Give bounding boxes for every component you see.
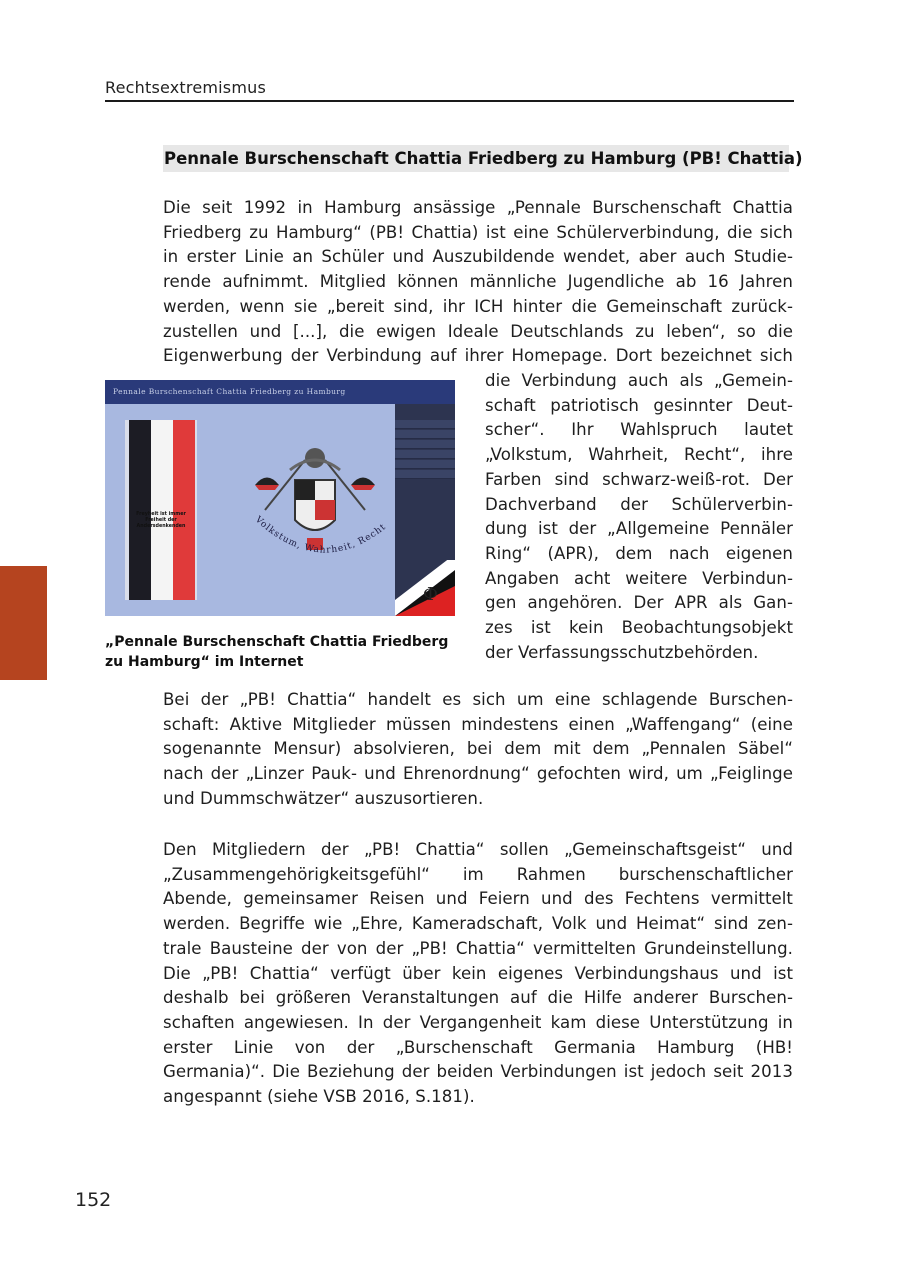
paragraph-line: zes ist kein Beobachtungsobjekt [485,618,793,638]
caption-line: „Pennale Burschenschaft Chattia Friedberg [105,634,449,650]
paragraph-line: sogenannte Mensur) absolvieren, bei dem mit dem „Pennalen Säbel“ [163,739,793,759]
paragraph-1-continued [485,369,793,665]
motto-text: Volkstum, Wahrheit, Recht [253,514,389,556]
menu-item [395,430,455,439]
paragraph-line: der Verfassungsschutzbehörden. [485,642,759,662]
banner-stripe-white [151,420,173,600]
paragraph-line: Germania)“. Die Beziehung der beiden Verbindungen ist jedoch seit 2013 [163,1062,793,1082]
paragraph-line: deshalb bei größeren Veranstaltungen auf die Hilfe anderer Burschen- [163,988,793,1008]
section-title: Pennale Burschenschaft Chattia Friedberg zu Hamburg (PB! Chattia) [163,145,789,172]
svg-text:Ф: Ф [423,584,438,605]
menu-item [395,440,455,449]
paragraph-line: erster Linie von der „Burschenschaft Germania Hamburg (HB! [163,1037,793,1057]
paragraph-line: Friedberg zu Hamburg“ (PB! Chattia) ist eine Schülerverbindung, die sich [163,222,793,242]
paragraph-line: und Dummschwätzer“ auszusortieren. [163,788,484,808]
paragraph-line: dung ist der „Allgemeine Pennäler [485,519,793,539]
menu-item [395,420,455,429]
paragraph-2 [163,688,793,812]
paragraph-line: Bei der „PB! Chattia“ handelt es sich um eine schlagende Burschen- [163,690,793,709]
paragraph-line: Die „PB! Chattia“ verfügt über kein eigenes Verbindungshaus und ist [163,963,793,983]
paragraph-line: Angaben acht weitere Verbindun- [485,568,793,588]
black-white-red-banner [125,420,197,600]
paragraph-line: Ring“ (APR), dem nach eigenen [485,543,793,563]
svg-text:Volkstum, Wahrheit, Recht [252,514,388,555]
paragraph-line: schaften angewiesen. In der Vergangenheit kam diese Unterstützung in [163,1012,793,1032]
paragraph-line: werden, wenn sie „bereit sind, ihr ICH hinter die Gemeinschaft zurück- [163,296,793,316]
paragraph-3 [163,838,793,1110]
paragraph-line: Den Mitgliedern der „PB! Chattia“ sollen „Gemeinschaftsgeist“ und [163,840,793,859]
caption-line: zu Hamburg“ im Internet [105,654,304,670]
paragraph-line: Farben sind schwarz-weiß-rot. Der [485,469,793,489]
paragraph-line: scher“. Ihr Wahlspruch lautet [485,420,793,440]
figure-caption [105,632,465,672]
paragraph-line: schaft: Aktive Mitglieder müssen mindestens einen „Waffengang“ (eine [163,714,793,734]
paragraph-line: gen angehören. Der APR als Gan- [485,593,793,613]
motto-text-arc [245,510,405,580]
paragraph-line: werden. Begriffe wie „Ehre, Kameradschaft, Volk und Heimat“ sind zen- [163,914,793,934]
chapter-side-tab [0,566,47,680]
colors-corner-graphic [395,560,455,616]
paragraph-line: schaft patriotisch gesinnter Deut- [485,395,793,415]
header-rule [105,100,794,102]
paragraph-line: Dachverband der Schülerverbin- [485,494,793,514]
paragraph-line: Die seit 1992 in Hamburg ansässige „Pennale Burschenschaft Chattia [163,198,793,217]
paragraph-line: angespannt (siehe VSB 2016, S.181). [163,1087,475,1107]
menu-item [395,470,455,479]
paragraph-1 [163,196,793,369]
menu-item [395,460,455,469]
banner-stripe-black [129,420,151,600]
paragraph-line: „Zusammengehörigkeitsgefühl“ im Rahmen burschenschaftlicher [163,864,793,884]
figure-site-header: Pennale Burschenschaft Chattia Friedberg zu Hamburg [105,380,455,404]
paragraph-line: Eigenwerbung der Verbindung auf ihrer Homepage. Dort bezeichnet sich [163,346,793,366]
paragraph-line: „Volkstum, Wahrheit, Recht“, ihre [485,445,793,465]
paragraph-line: rende aufnimmt. Mitglied können männliche Jugendliche ab 16 Jahren [163,272,793,292]
paragraph-line: trale Bausteine der von der „PB! Chattia“ vermittelten Grundeinstellung. [163,938,793,958]
banner-text: Freyheit ist immer Freiheit der Andersdenkenden [136,512,186,529]
page-number: 152 [75,1189,112,1211]
running-head: Rechtsextremismus [105,78,266,97]
paragraph-line: in erster Linie an Schüler und Auszubildende wendet, aber auch Studie- [163,247,793,267]
paragraph-line: nach der „Linzer Pauk- und Ehrenordnung“ gefochten wird, um „Feiglinge [163,764,793,784]
website-screenshot-figure [105,380,455,616]
banner-stripe-red [173,420,195,600]
paragraph-line: die Verbindung auch als „Gemein- [485,371,793,390]
paragraph-line: zustellen und [...], die ewigen Ideale Deutschlands zu leben“, so die [163,321,793,341]
paragraph-line: Abende, gemeinsamer Reisen und Feiern und des Fechtens vermittelt [163,889,793,909]
menu-item [395,450,455,459]
